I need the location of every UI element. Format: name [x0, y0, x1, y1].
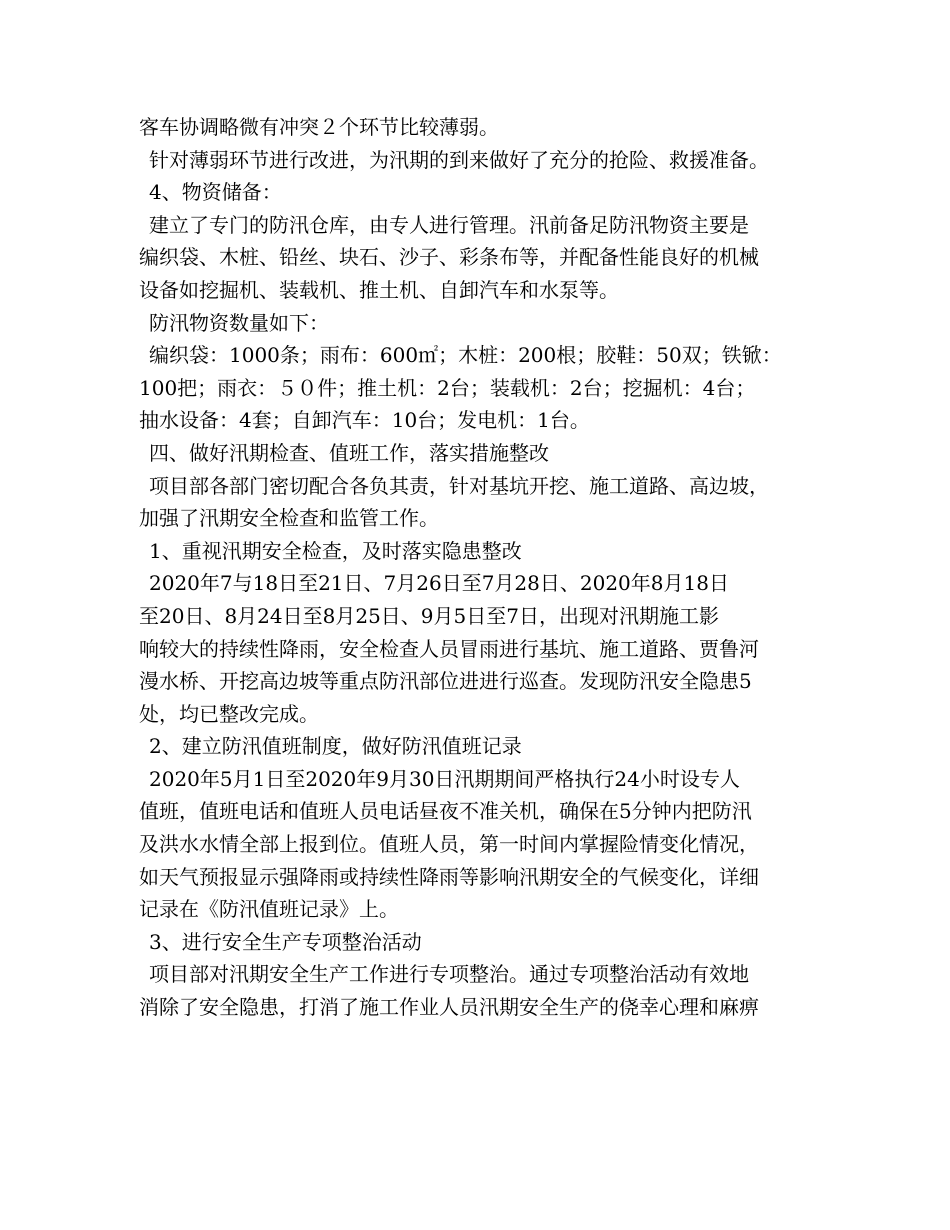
text-line: 编织袋：1000条；雨布：600㎡；木桩：200根；胶鞋：50双；铁锨： — [149, 343, 782, 368]
text-line: 处，均已整改完成。 — [139, 701, 319, 726]
text-line: 记录在《防汛值班记录》上。 — [139, 897, 399, 922]
text-line: 1、重视汛期安全检查，及时落实隐患整改 — [149, 538, 522, 563]
text-line: 建立了专门的防汛仓库，由专人进行管理。汛前备足防汛物资主要是 — [149, 212, 749, 237]
text-line: 项目部各部门密切配合各负其责，针对基坑开挖、施工道路、高边坡， — [149, 473, 769, 498]
text-line: 项目部对汛期安全生产工作进行专项整治。通过专项整治活动有效地 — [149, 962, 749, 987]
text-line: 3、进行安全生产专项整治活动 — [149, 929, 422, 954]
text-line: 加强了汛期安全检查和监管工作。 — [139, 506, 439, 531]
text-line: 响较大的持续性降雨，安全检查人员冒雨进行基坑、施工道路、贾鲁河 — [139, 636, 759, 661]
text-line: 2、建立防汛值班制度，做好防汛值班记录 — [149, 734, 522, 759]
document-body — [139, 111, 819, 1024]
text-line: 抽水设备：4套；自卸汽车：10台；发电机：1台。 — [139, 408, 590, 433]
text-line: 100把；雨衣：５０件；推土机：2台；装载机：2台；挖掘机：4台； — [139, 375, 756, 400]
text-line: 至20日、8月24日至8月25日、9月5日至7日，出现对汛期施工影 — [139, 603, 719, 628]
text-line: 如天气预报显示强降雨或持续性降雨等影响汛期安全的气候变化，详细 — [139, 864, 759, 889]
text-line: 及洪水水情全部上报到位。值班人员，第一时间内掌握险情变化情况， — [139, 832, 759, 857]
text-line: 2020年5月1日至2020年9月30日汛期期间严格执行24小时设专人 — [149, 766, 740, 791]
text-line: 针对薄弱环节进行改进，为汛期的到来做好了充分的抢险、救援准备。 — [149, 147, 769, 172]
text-line: 消除了安全隐患，打消了施工作业人员汛期安全生产的侥幸心理和麻痹 — [139, 995, 759, 1020]
text-line: 客车协调略微有冲突２个环节比较薄弱。 — [139, 115, 499, 139]
text-line: 设备如挖掘机、装载机、推土机、自卸汽车和水泵等。 — [139, 277, 619, 302]
text-line: 4、物资储备： — [149, 180, 282, 205]
text-line: 值班，值班电话和值班人员电话昼夜不准关机，确保在5分钟内把防汛 — [139, 799, 752, 824]
text-line: 四、做好汛期检查、值班工作，落实措施整改 — [149, 440, 549, 465]
text-line: 防汛物资数量如下： — [149, 310, 329, 335]
text-line: 漫水桥、开挖高边坡等重点防汛部位进进行巡查。发现防汛安全隐患5 — [139, 669, 752, 694]
text-line: 2020年7与18日至21日、7月26日至7月28日、2020年8月18日 — [149, 571, 729, 596]
text-line: 编织袋、木桩、铅丝、块石、沙子、彩条布等，并配备性能良好的机械 — [139, 245, 759, 270]
